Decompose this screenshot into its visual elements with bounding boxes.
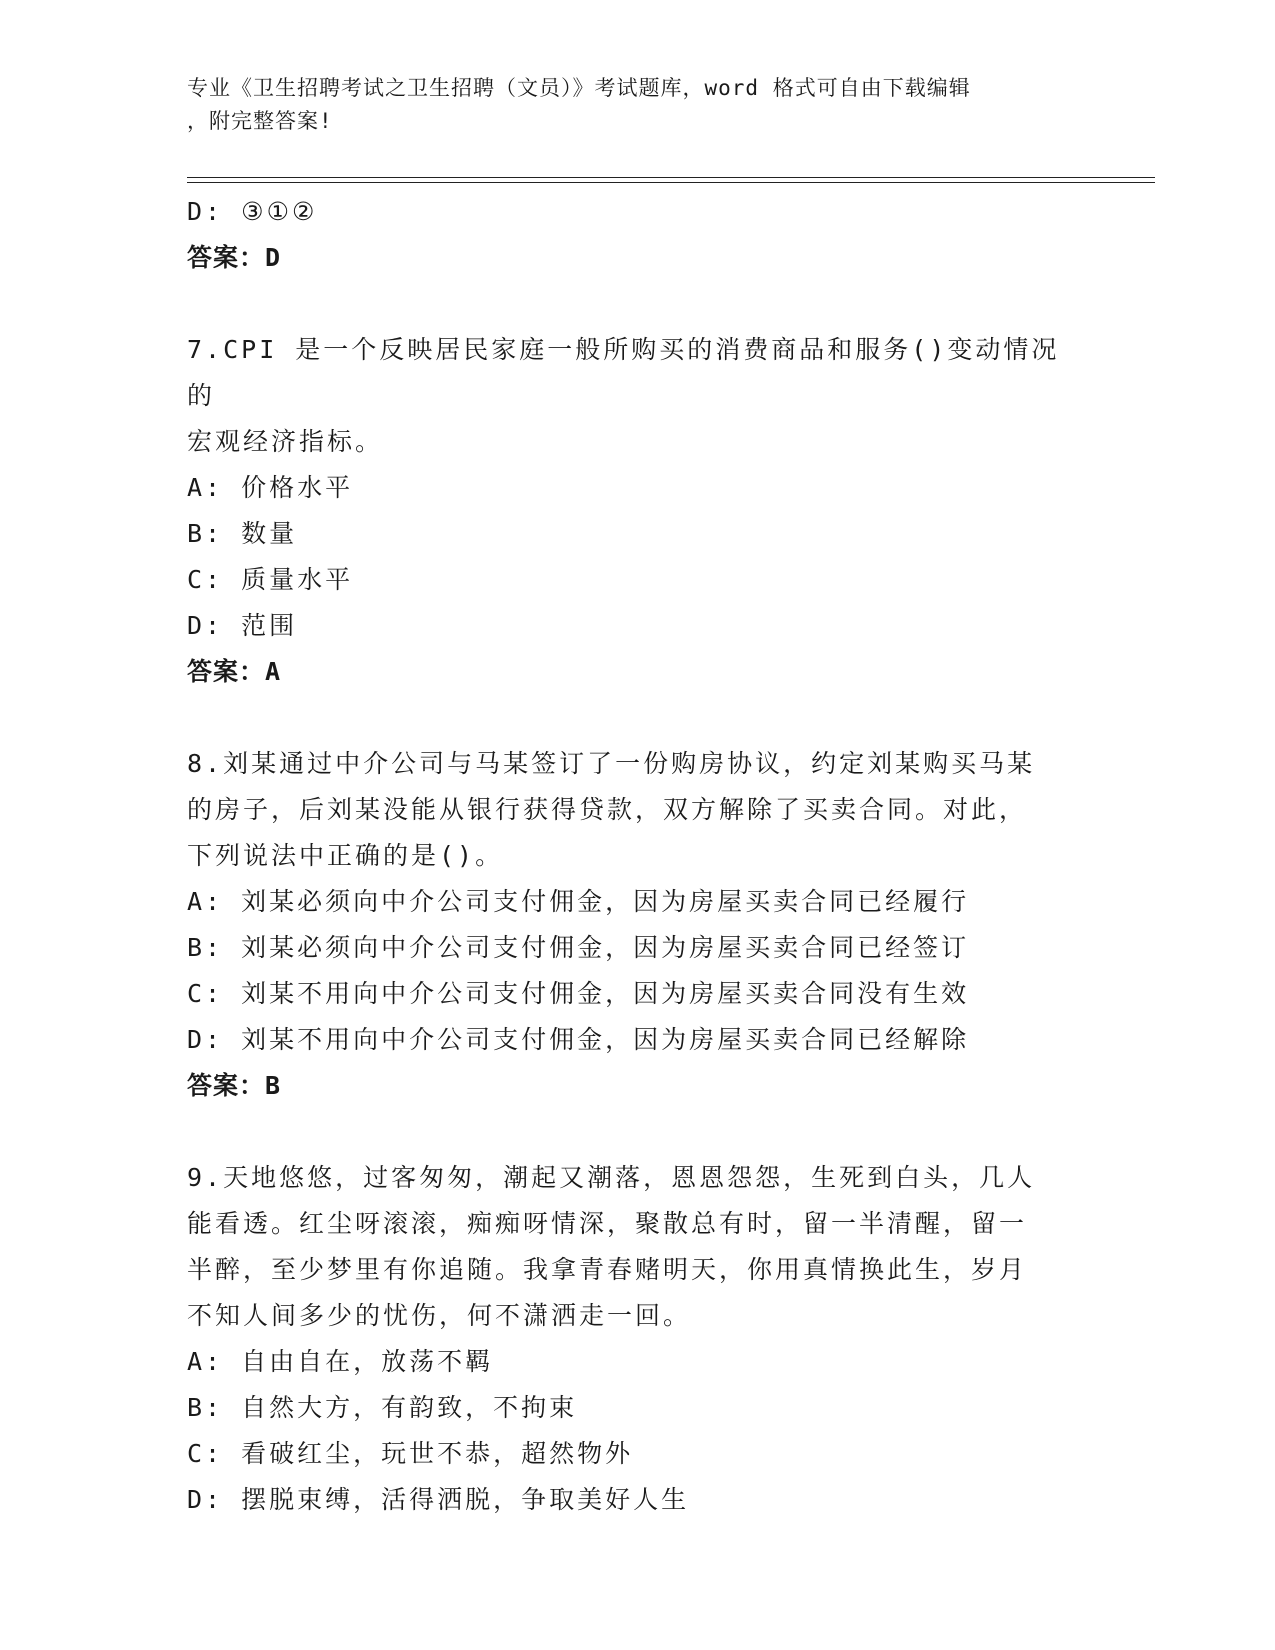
question-text bbox=[187, 1155, 1067, 1339]
previous-question-tail bbox=[187, 189, 1087, 281]
page-header bbox=[187, 72, 1067, 138]
option-b: B: 自然大方，有韵致，不拘束 bbox=[187, 1393, 578, 1422]
option-b: B: 数量 bbox=[187, 519, 298, 548]
answer-line: 答案：B bbox=[187, 1071, 282, 1100]
option-c: C: 质量水平 bbox=[187, 565, 354, 594]
option-d: D: 刘某不用向中介公司支付佣金，因为房屋买卖合同已经解除 bbox=[187, 1025, 970, 1054]
spacer bbox=[187, 1109, 1087, 1155]
option-d: D: 摆脱束缚，活得洒脱，争取美好人生 bbox=[187, 1485, 690, 1514]
option-d: D: 范围 bbox=[187, 611, 298, 640]
spacer bbox=[187, 281, 1087, 327]
question-8 bbox=[187, 741, 1087, 1109]
header-title-line-1: 专业《卫生招聘考试之卫生招聘（文员）》考试题库，word 格式可自由下载编辑 bbox=[187, 76, 971, 100]
option-c: C: 看破红尘，玩世不恭，超然物外 bbox=[187, 1439, 634, 1468]
question-text-line: 宏观经济指标。 bbox=[187, 427, 384, 456]
answer-line: 答案：A bbox=[187, 657, 282, 686]
question-text-line: 的房子，后刘某没能从银行获得贷款，双方解除了买卖合同。对此， bbox=[187, 795, 1028, 824]
option-d: D: ③①② bbox=[187, 197, 318, 226]
header-divider-top bbox=[187, 177, 1155, 178]
header-divider-bottom bbox=[187, 182, 1155, 183]
question-text-line: 半醉，至少梦里有你追随。我拿青春赌明天，你用真情换此生，岁月 bbox=[187, 1255, 1028, 1284]
question-text bbox=[187, 741, 1067, 879]
option-c: C: 刘某不用向中介公司支付佣金，因为房屋买卖合同没有生效 bbox=[187, 979, 970, 1008]
question-text-line: 7.CPI 是一个反映居民家庭一般所购买的消费商品和服务()变动情况的 bbox=[187, 335, 1060, 410]
answer-line: 答案：D bbox=[187, 243, 282, 272]
question-text-line: 9.天地悠悠，过客匆匆，潮起又潮落，恩恩怨怨，生死到白头，几人 bbox=[187, 1163, 1036, 1192]
question-7 bbox=[187, 327, 1087, 695]
option-b: B: 刘某必须向中介公司支付佣金，因为房屋买卖合同已经签订 bbox=[187, 933, 970, 962]
question-text bbox=[187, 327, 1067, 465]
question-text-line: 不知人间多少的忧伤，何不潇洒走一回。 bbox=[187, 1301, 692, 1330]
question-text-line: 8.刘某通过中介公司与马某签订了一份购房协议，约定刘某购买马某 bbox=[187, 749, 1036, 778]
option-a: A: 刘某必须向中介公司支付佣金，因为房屋买卖合同已经履行 bbox=[187, 887, 970, 916]
spacer bbox=[187, 695, 1087, 741]
option-a: A: 价格水平 bbox=[187, 473, 354, 502]
question-text-line: 能看透。红尘呀滚滚，痴痴呀情深，聚散总有时，留一半清醒，留一 bbox=[187, 1209, 1028, 1238]
question-text-line: 下列说法中正确的是()。 bbox=[187, 841, 504, 870]
question-9 bbox=[187, 1155, 1087, 1523]
question-content bbox=[187, 189, 1087, 1523]
option-a: A: 自由自在，放荡不羁 bbox=[187, 1347, 494, 1376]
header-title-line-2: ，附完整答案! bbox=[187, 109, 333, 133]
